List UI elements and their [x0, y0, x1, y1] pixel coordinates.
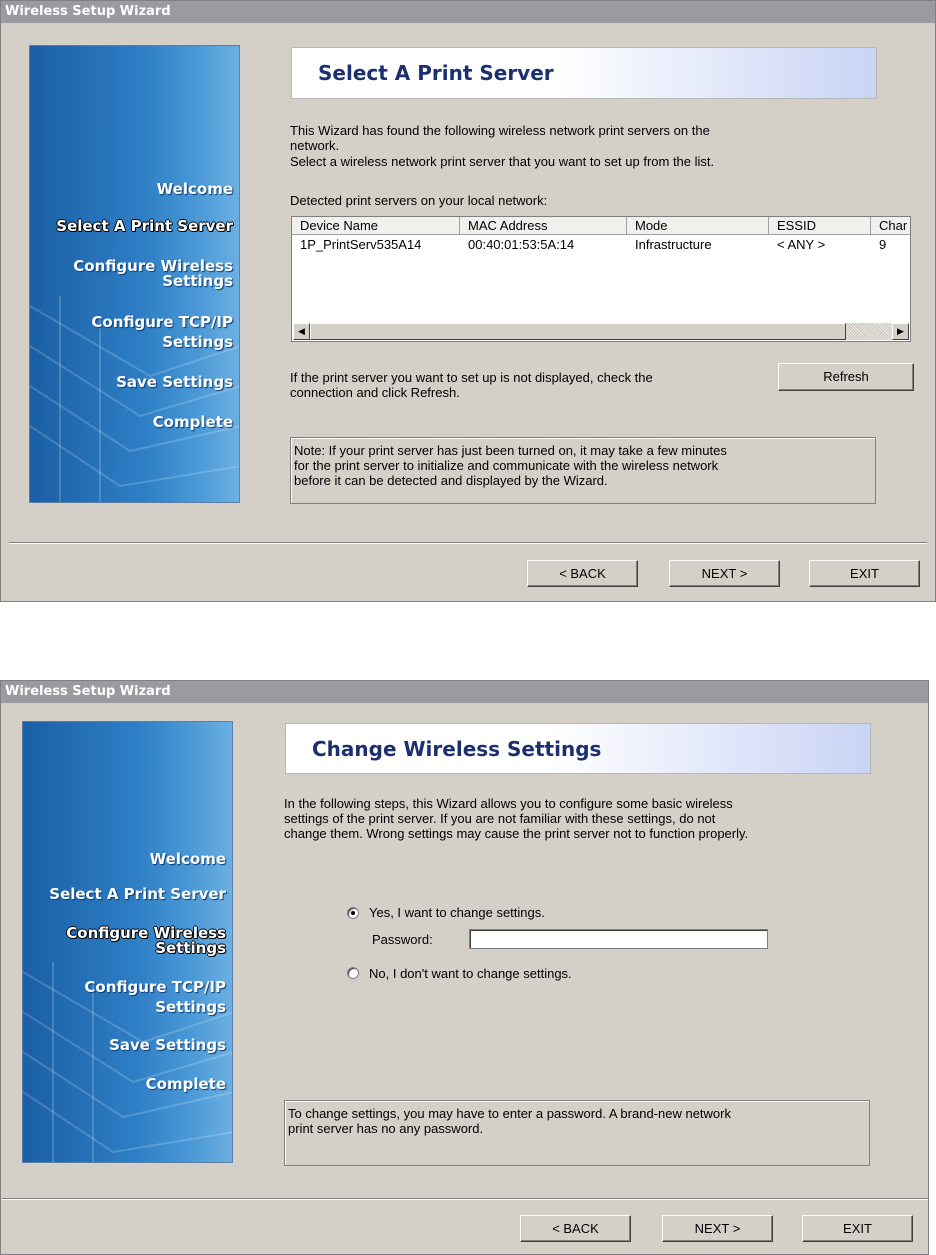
radio-selected-dot	[351, 911, 355, 915]
wizard-steps-panel	[22, 721, 233, 1163]
password-label: Password:	[372, 932, 433, 947]
column-mode[interactable]: Mode	[627, 217, 769, 235]
scroll-track[interactable]	[846, 323, 892, 340]
scroll-left-icon[interactable]: ◀	[293, 323, 310, 340]
refresh-button[interactable]: Refresh	[778, 363, 914, 391]
step-configure-tcpip: Configure TCP/IP	[84, 978, 226, 996]
step-select-print-server-active: Select A Print Server	[56, 217, 233, 235]
cell-channel: 9	[879, 237, 887, 252]
wizard-steps-panel	[29, 45, 240, 503]
window-title-bar: Wireless Setup Wizard	[1, 681, 928, 703]
intro-text-line1: This Wizard has found the following wireless network print servers on the	[290, 123, 710, 138]
step-configure-wireless-settings-active: Settings	[155, 939, 226, 957]
note-box	[290, 437, 876, 504]
list-label: Detected print servers on your local network:	[290, 193, 548, 208]
intro-text-line1: In the following steps, this Wizard allows you to configure some basic wireless	[284, 796, 733, 811]
print-server-list[interactable]	[291, 216, 911, 342]
next-button[interactable]: NEXT >	[662, 1215, 773, 1242]
intro-text-line2: network.	[290, 138, 340, 153]
intro-text-line3: Select a wireless network print server that you want to set up from the list.	[290, 154, 715, 169]
radio-yes-change-settings[interactable]	[347, 907, 359, 919]
step-select-print-server: Select A Print Server	[49, 885, 226, 903]
page-title: Select A Print Server	[291, 47, 877, 99]
back-button[interactable]: < BACK	[520, 1215, 631, 1242]
password-input[interactable]	[469, 929, 768, 949]
window-title-bar: Wireless Setup Wizard	[1, 1, 935, 23]
exit-button[interactable]: EXIT	[809, 560, 920, 587]
column-essid[interactable]: ESSID	[769, 217, 871, 235]
step-complete: Complete	[152, 413, 233, 431]
step-configure-tcpip-settings: Settings	[155, 998, 226, 1016]
step-save-settings: Save Settings	[109, 1036, 226, 1054]
note-box	[284, 1100, 870, 1166]
scroll-right-icon[interactable]: ▶	[892, 323, 909, 340]
intro-text-line3: change them. Wrong settings may cause the print server not to function properly.	[284, 826, 749, 841]
cell-mac-address: 00:40:01:53:5A:14	[468, 237, 575, 252]
wizard-window-select-server	[0, 0, 936, 602]
step-configure-tcpip: Configure TCP/IP	[91, 313, 233, 331]
scroll-thumb[interactable]	[310, 323, 846, 340]
page-title: Change Wireless Settings	[285, 723, 871, 774]
horizontal-scrollbar[interactable]	[293, 323, 909, 340]
back-button[interactable]: < BACK	[527, 560, 638, 587]
note-line3: before it can be detected and displayed by the Wizard.	[294, 473, 608, 488]
note-line1: Note: If your print server has just been turned on, it may take a few minutes	[294, 443, 727, 458]
cell-device-name: 1P_PrintServ535A14	[300, 237, 422, 252]
option-no-label[interactable]: No, I don't want to change settings.	[369, 966, 572, 981]
cell-essid: < ANY >	[777, 237, 826, 252]
column-channel[interactable]: Char	[871, 217, 911, 235]
step-configure-wireless: Configure Wireless	[73, 257, 233, 275]
note-line2: print server has no any password.	[288, 1121, 484, 1136]
next-button[interactable]: NEXT >	[669, 560, 780, 587]
step-configure-wireless-settings: Settings	[162, 272, 233, 290]
column-mac-address[interactable]: MAC Address	[460, 217, 627, 235]
table-row[interactable]	[292, 236, 911, 253]
column-device-name[interactable]: Device Name	[292, 217, 460, 235]
step-welcome: Welcome	[149, 850, 226, 868]
refresh-hint-line1: If the print server you want to set up is not displayed, check the	[290, 370, 653, 385]
step-save-settings: Save Settings	[116, 373, 233, 391]
step-configure-tcpip-settings: Settings	[162, 333, 233, 351]
radio-no-change-settings[interactable]	[347, 967, 359, 979]
note-line1: To change settings, you may have to enter a password. A brand-new network	[288, 1106, 731, 1121]
wizard-window-change-settings	[0, 680, 929, 1255]
cell-mode: Infrastructure	[635, 237, 712, 252]
note-line2: for the print server to initialize and communicate with the wireless network	[294, 458, 719, 473]
intro-text-line2: settings of the print server. If you are not familiar with these settings, do not	[284, 811, 716, 826]
option-yes-label[interactable]: Yes, I want to change settings.	[369, 905, 545, 920]
step-configure-wireless-active: Configure Wireless	[66, 924, 226, 942]
refresh-hint-line2: connection and click Refresh.	[290, 385, 460, 400]
step-welcome: Welcome	[156, 180, 233, 198]
divider	[9, 542, 927, 544]
exit-button[interactable]: EXIT	[802, 1215, 913, 1242]
step-complete: Complete	[145, 1075, 226, 1093]
divider	[2, 1198, 928, 1200]
list-header	[292, 217, 911, 235]
